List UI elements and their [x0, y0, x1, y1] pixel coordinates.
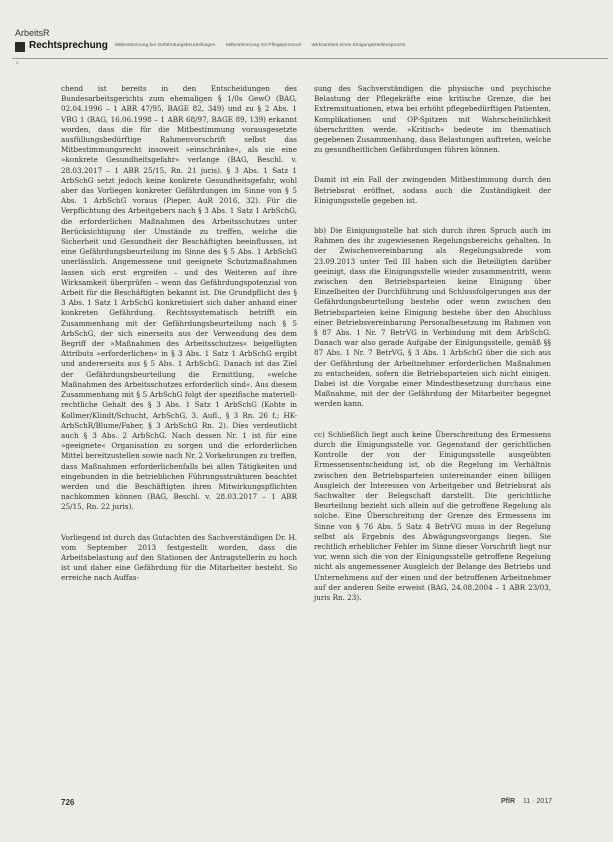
page-header — [15, 40, 610, 56]
paragraph: sung des Sachverständigen die physische und psychische Belastung der Pflegekräfte eine kritische Grenze, die bei Extremsituationen, etwa bei erhöht pflegebedürftigen Patienten, Komplikationen und OP-Spitzen mit Wahrscheinlichkeit überschritten werde. »Kritisch« bedeute im thematisch gegebenen Zusammenhang, dass Belastungen auftreten, welche zu gesundheitlichen Gefährdungen führen können. — [314, 84, 551, 155]
paragraph: Vorliegend ist durch das Gutachten des Sachverständigen Dr. H. vom September 2013 festgestellt worden, dass die Arbeitsbelastung auf den Stationen der Antragstellerin zu hoch ist und daher eine Gefährdung für die Mitarbeiter besteht. So erreiche nach Auffas- — [61, 532, 297, 583]
corner-mark: * — [16, 62, 19, 68]
left-column — [61, 84, 297, 584]
page-number: 726 — [61, 798, 75, 807]
journal-issue: 11 · 2017 — [522, 798, 553, 805]
header-rule — [12, 58, 608, 59]
paragraph: Damit ist ein Fall der zwingenden Mitbestimmung durch den Betriebsrat eröffnet, sodass auch die Zuständigkeit der Einigungsstelle gegeben ist. — [314, 175, 551, 205]
header-subsection: Wirksamkeit eines Einigungsstellenspruchs — [311, 43, 406, 48]
header-subsections — [115, 43, 415, 48]
header-title: Rechtsprechung — [29, 40, 108, 51]
paragraph: cc) Schließlich liegt auch keine Überschreitung des Ermessens durch die Einigungsstelle vor. Gegenstand der gerichtlichen Kontrolle der von der Einigungsstelle ausgeübten Ermessensentscheidung ist, ob die Regelung im Verhältnis zwischen den Betriebsparteien untereinander einen billigen Ausgleich der Interessen von Arbeitgeber und Betriebsrat als Sachwalter der Belegschaft darstellt. Die gerichtliche Beurteilung bezieht sich allein auf die getroffene Regelung als solche. Eine Überschreitung der Grenze des Ermessens im Sinne von § 76 Abs. 5 Satz 4 BetrVG muss in der Regelung selbst als Ergebnis des Abwägungsvorgangs liegen. Sie rechtlich erheblicher Fehler im Sinne dieser Vorschrift liegt nur vor, wenn sich die von der Einigungsstelle getroffene Regelung nicht als angemessener Ausgleich der Belange des Betriebs und Unternehmens auf der einen und der betroffenen Arbeitnehmer auf der anderen Seite erweist (BAG, 24.08.2004 – 1 ABR 23/03, juris Rn. 23). — [314, 429, 551, 602]
header-marker — [15, 42, 25, 52]
paragraph: chend ist bereits in den Entscheidungen des Bundesarbeitsgerichts zum ehemaligen § 1/0s GewO (BAG, 02.04.1996 – 1 ABR 47/95, BAGE 82, 349) und zu § 2 Abs. 1 VBG 1 (BAG, 16.06.1998 – 1 ABR 68/97, BAGE 89, 139) erkannt worden, dass die für die Mitbestimmung vorausgesetzte ausfüllungsbedürftige Rahmenvorschrift selbst das Mitbestimmungsrecht insoweit »einschränke«, als sie eine »konkrete Gesundheitsgefahr« verlange (BAG, Beschl. v. 28.03.2017 – 1 ABR 25/15, Rn. 21 juris). § 3 Abs. 1 Satz 1 ArbSchG setzt jedoch keine konkrete Gesundheitsgefahr, wohl aber das Vorliegen konkreter Gefährdungen im Sinne von § 5 Abs. 1 ArbSchG voraus (Pieper, AuR 2016, 32). Für die Verpflichtung des Arbeitgebers nach § 3 Abs. 1 Satz 1 ArbSchG, die erforderlichen Maßnahmen des Arbeitsschutzes unter Berücksichtigung der Umstände zu treffen, welche die Sicherheit und Gesundheit der Beschäftigten beeinflussen, ist eine Gefährdungsbeurteilung im Sinne des § 5 Abs. 1 ArbSchG unerlässlich. Angemessene und geeignete Schutzmaßnahmen lassen sich erst ergreifen – und des Weiteren auf ihre Wirksamkeit überprüfen – wenn das Gefährdungspotenzial von Arbeit für die Beschäftigten bekannt ist. Die Grundpflicht des § 3 Abs. 1 Satz 1 ArbSchG konkretisiert sich daher anhand einer konkreten Gefährdung. Rechtssystematisch betrifft ein Zusammenhang mit der Gefährdungsbeurteilung nach § 5 ArbSchG, der sich einerseits aus der Verwendung des dem Begriff der »Maßnahmen des Arbeitsschutzes« beigefügten Attributs »erforderlichen« in § 3 Abs. 1 Satz 1 ArbSchG ergibt und andererseits aus § 5 Abs. 1 ArbSchG. Danach ist das Ziel der Gefährdungsbeurteilung die Ermittlung, »welche Maßnahmen des Arbeitsschutzes erforderlich sind«. Aus diesem Zusammenhang mit § 5 ArbSchG folgt der spezifische materiell-rechtliche Gehalt des § 3 Abs. 1 Satz 1 ArbSchG (Kohte in Kollmer/Klindt/Schucht, ArbSchG, 3. Aufl., § 3 Rn. 26 f.; HK-ArbSchR/Blume/Faber, § 3 ArbSchG Rn. 2). Dies verdeutlicht auch § 3 Abs. 2 ArbSchG. Nach dessen Nr. 1 ist für eine »geeignete« Organisation zu sorgen und die erforderlichen Mittel bereitzustellen sowie nach Nr. 2 Vorkehrungen zu treffen, dass Maßnahmen erforderlichenfalls bei allen Tätigkeiten und eingebunden in die betrieblichen Führungsstrukturen beachtet werden und die Beschäftigten ihren Mitwirkungspflichten nachkommen können (BAG, Beschl. v. 28.03.2017 – 1 ABR 25/15, Rn. 22 juris). — [61, 84, 297, 512]
header-subsection: Mitbestimmung mit Pflegepersonal — [225, 43, 302, 48]
header-subsection: Mitbestimmung bei Gefährdungsbeurteilungen — [115, 43, 216, 48]
right-column — [314, 84, 551, 603]
paragraph: bb) Die Einigungsstelle hat sich durch ihren Spruch auch im Rahmen des ihr zugewiesenen Regelungsbereichs gehalten. In der Zwischenvereinbarung als Regelungsabrede vom 23.09.2013 unter Teil III haben sich die Beteiligten darüber geeinigt, dass die Einigungsstelle wieder zusammentritt, wenn zwischen den Betriebsparteien keine Einigung über Einzelheiten der Durchführung und Schlussfolgerungen aus der Gefährdungsbeurteilung bestehe oder wenn zwischen den Betriebsparteien keine Einigung bestehe über den Abschluss einer Betriebsvereinbarung Personalbesetzung im Rahmen von § 87 Abs. 1 Nr. 7 BetrVG in Verbindung mit dem ArbSchG. Danach war also gerade Aufgabe der Einigungsstelle, gemäß §§ 87 Abs. 1 Nr. 7 BetrVG, § 3 Abs. 1 ArbSchG über die sich aus der Gefährdung der Arbeitnehmer erforderlichen Maßnahmen zu entscheiden, sofern die Betriebsparteien sich nicht einigen. Dabei ist die Vorgabe einer Mindestbesetzung durchaus eine Maßnahme, mit der der Gefährdung der Mitarbeiter begegnet werden kann. — [314, 226, 551, 409]
journal-name: PflR — [501, 798, 515, 805]
journal-footer — [501, 798, 552, 805]
section-tag: ArbeitsR — [15, 28, 50, 38]
